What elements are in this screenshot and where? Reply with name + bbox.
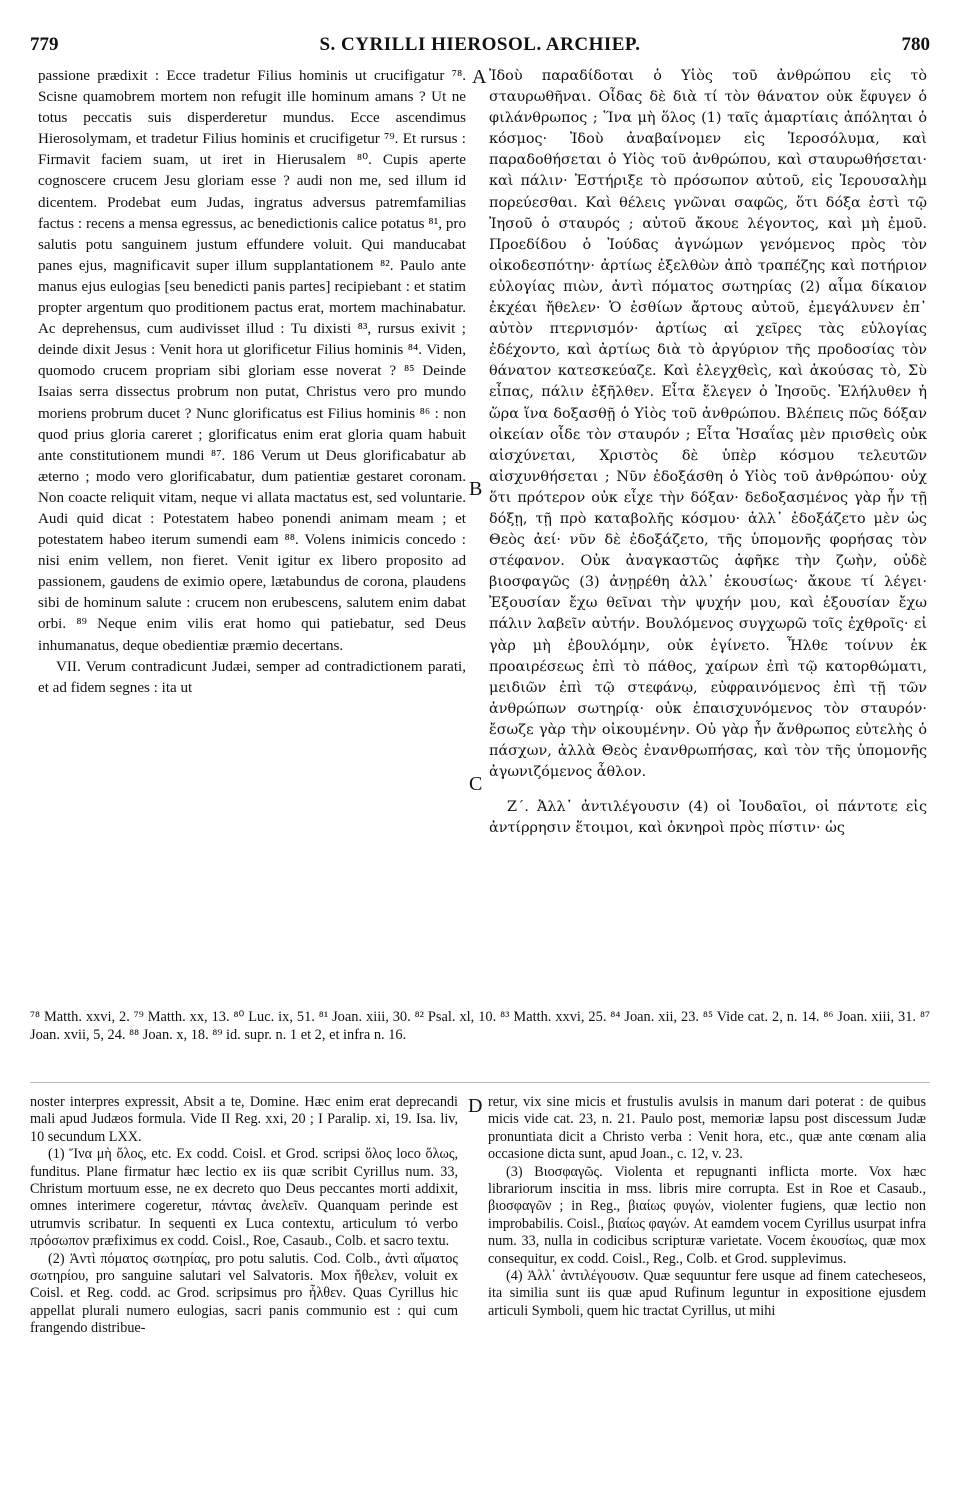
latin-column (38, 66, 466, 699)
running-title: S. CYRILLI HIEROSOL. ARCHIEP. (319, 34, 641, 55)
page-header (30, 34, 930, 58)
section-marker-c: C (469, 773, 483, 795)
note-paragraph: (2) Ἀντὶ πόματος σωτηρίας, pro potu salutis. Cod. Colb., ἀντὶ αἵματος σωτηρίου, pro sanguine salutari vel Salvatoris. Mox ἤθελεν, voluit ex Coisl. et Reg. codd. ac Grod. scripsimus pro ἦλθεν. Quas Cyrillus hic appellat plurali numero eulogias, sacri panis communio est : qui cum frangendo distribue- (30, 1250, 458, 1337)
note-paragraph: (1) Ἵνα μὴ ὅλος, etc. Ex codd. Coisl. et Grod. scripsi ὅλος loco ὅλως, funditus. Plane firmatur hæc lectio ex iis quæ scribit Cyrillus num. 33, Christum mortuum esse, ne ex decreto quo Deus peccantes morti addixit, omnes interimere cogeretur, πάντας ἀνελεῖν. Quanquam perinde est utrumvis scribatur. In sequenti ex Luca contextu, articulum τό verbo πρόσωπον præfiximus ex codd. Coisl., Roe, Casaub., Colb. et sacro textu. (30, 1146, 458, 1250)
left-page-number: 779 (30, 34, 59, 55)
footnote-divider (30, 1082, 930, 1083)
scripture-references: ⁷⁸ Matth. xxvi, 2. ⁷⁹ Matth. xx, 13. ⁸⁰ Luc. ix, 51. ⁸¹ Joan. xiii, 30. ⁸² Psal. xl, 10. ⁸³ Matth. xxvi, 25. ⁸⁴ Joan. xii, 23. ⁸⁵ Vide cat. 2, n. 14. ⁸⁶ Joan. xiii, 31. ⁸⁷ Joan. xvii, 5, 24. ⁸⁸ Joan. x, 18. ⁸⁹ id. supr. n. 1 et 2, et infra n. 16. (30, 1009, 930, 1043)
section-marker-d: D (468, 1095, 483, 1117)
section-marker-a: A (472, 66, 487, 88)
latin-paragraph-vii: VII. Verum contradicunt Judæi, semper ad contradictionem parati, et ad fidem segnes : ita ut (38, 658, 466, 696)
section-marker-b: B (469, 478, 483, 500)
note-paragraph: noster interpres expressit, Absit a te, Domine. Hæc enim erat deprecandi mali apud Judæos formula. Vide II Reg. xxi, 20 ; I Paralip. xi, 19. Isa. liv, 10 secundum LXX. (30, 1094, 458, 1145)
notes-right-column (488, 1094, 926, 1320)
right-page-number: 780 (901, 34, 930, 55)
note-paragraph: (3) Βιοσφαγῶς. Violenta et repugnanti inflicta morte. Vox hæc librariorum inscitia in mss. libris mire corrupta. Est in Roe et Casaub., βιοσφαγῶν ; in Reg., βιαίως φυγών, violenter fugiens, quæ lectio non improbabilis. Coisl., βιαίως φαγών. At eamdem vocem Cyrillus usurpat infra num. 33, nulla in codicibus scripturæ varietate. Vocem ἑκουσίως, quæ mox consequitur, ex codd. Coisl., Reg., Colb. et Grod. supplevimus. (488, 1163, 926, 1267)
latin-paragraph-main: passione prædixit : Ecce tradetur Filius hominis ut crucifigatur ⁷⁸. Scisne quamobrem mortem non refugit ille hominum amans ? Ut ne totus peccatis suis disperderetur mundus. Ecce ascendimus Hierosolymam, et tradetur Filius hominis et crucifigetur ⁷⁹. Et rursus : Firmavit faciem suam, ut iret in Hierusalem ⁸⁰. Cupis aperte cognoscere crucem Jesu gloriam esse ? audi non me, sed illum id dicentem. Prodebat eum Judas, ingratus adversus patremfamilias factus : recens a mensa egressus, ac benedictionis calice potatus ⁸¹, pro salutis potu sanguinem justum effundere voluit. Qui manducabat panes ejus, magnificavit super illum supplantationem ⁸². Paulo ante manus ejus eulogias [seu benedicti panis partes] recipiebant : et statim propter argentum quo proditionem pactus erat, mortem machinabatur. Ac deprehensus, cum audivisset illud : Tu dixisti ⁸³, rursus exivit ; deinde dixit Jesus : Venit hora ut glorificetur Filius hominis ⁸⁴. Viden, quomodo crucem propriam sibi gloriam esse noverat ? ⁸⁵ Deinde Isaias serra dissectus probrum non putat, Christus vero pro mundo moriens probrum ducet ? Nunc glorificatus est Filius hominis ⁸⁶ : non quod prius gloria careret ; glorificatus enim erat gloria quam habuit ante constitutionem mundi ⁸⁷. 186 Verum ut Deus glorificabatur ab æterno ; modo vero glorificabatur, dum patientiæ gestaret coronam. Non coacte reliquit vitam, neque vi allata mactatus est, sed voluntarie. Audi quid dicat : Potestatem habeo ponendi animam meam ; et potestatem habeo iterum sumendi eam ⁸⁸. Volens inimicis concedo : nisi enim vellem, non fieret. Venit igitur ex libero proposito ad passionem, gaudens de eximio opere, lætabundus de corona, plaudens sibi de hominum salute : crucem non erubescens, salutem enim dabat orbi. ⁸⁹ Neque enim vilis erat homo qui patiebatur, sed Deus inhumanatus, deque obedientiæ præmio decertans. (38, 68, 466, 654)
greek-paragraph-vii: Ζ΄. Ἀλλ᾽ ἀντιλέγουσιν (4) οἱ Ἰουδαῖοι, οἱ πάντοτε εἰς ἀντίρρησιν ἕτοιμοι, καὶ ὀκνηροὶ πρὸς πίστιν· ὡς (489, 799, 927, 837)
notes-left-column (30, 1094, 458, 1338)
note-paragraph: retur, vix sine micis et frustulis avulsis in manum dari poterat : de quibus micis vide cat. 23, n. 21. Paulo post, memoriæ lapsu post discessum Judæ pronuntiata dicit a Christo verba : Venit hora, etc., quæ ante cœnam alia occasione dicta sunt, apud Joan., c. 12, v. 23. (488, 1094, 926, 1163)
greek-column (489, 66, 927, 839)
greek-paragraph-main: Ἰδοὺ παραδίδοται ὁ Υἱὸς τοῦ ἀνθρώπου εἰς τὸ σταυρωθῆναι. Οἶδας δὲ διὰ τί τὸν θάνατον οὐκ ἔφυγεν ὁ φιλάνθρωπος ; Ἵνα μὴ ὅλος (1) ταῖς ἁμαρτίαις ἀπόληται ὁ κόσμος· Ἰδοὺ ἀναβαίνομεν εἰς Ἱεροσόλυμα, καὶ παραδοθήσεται ὁ Υἱὸς τοῦ ἀνθρώπου, καὶ σταυρωθήσεται· καὶ πάλιν· Ἐστήριξε τὸ πρόσωπον αὐτοῦ, εἰς Ἱερουσαλὴμ πορεύεσθαι. Καὶ θέλεις γνῶναι σαφῶς, ὅτι δόξα ἐστὶ τῷ Ἰησοῦ ὁ σταυρός ; αὐτοῦ ἄκουε λέγοντος, καὶ μὴ ἐμοῦ. Προεδίδου ὁ Ἰούδας ἀγνώμων γενόμενος πρὸς τὸν οἰκοδεσπότην· ἀρτίως ἐξελθὼν ἀπὸ τραπέζης καὶ ποτήριον εὐλογίας πιὼν, ἀντὶ πόματος σωτηρίας (2) αἷμα δίκαιον ἐκχέαι ἤθελεν· Ὁ ἐσθίων ἄρτους αὐτοῦ, ἐμεγάλυνεν ἐπ᾽ αὐτὸν πτερνισμόν· ἀρτίως αἱ χεῖρες τὰς εὐλογίας ἐδέχοντο, καὶ ἀρτίως διὰ τὸ ἀργύριον τῆς προδοσίας τὸν θάνατον κατεσκεύαζε. Καὶ ἐλεγχθεὶς, καὶ ἀκούσας τὸ, Σὺ εἶπας, πάλιν ἐξῆλθεν. Εἶτα ἔλεγεν ὁ Ἰησοῦς. Ἐλήλυθεν ἡ ὥρα ἵνα δοξασθῇ ὁ Υἱὸς τοῦ ἀνθρώπου. Βλέπεις πῶς δόξαν οἰκείαν οἶδε τὸν σταυρόν ; Εἶτα Ἡσαΐας μὲν πρισθεὶς οὐκ αἰσχύνεται, Χριστὸς δὲ ὑπὲρ κόσμου τελευτῶν αἰσχυνθήσεται ; Νῦν ἐδοξάσθη ὁ Υἱὸς τοῦ ἀνθρώπου· οὐχ ὅτι πρότερον οὐκ εἶχε τὴν δόξαν· δεδοξασμένος γὰρ ἦν τῇ δόξῃ, τῇ πρὸ καταβολῆς κόσμου· ἀλλ᾽ ἐδοξάζετο μὲν ὡς Θεὸς ἀεί· νῦν δὲ ἐδοξάζετο, τῆς ὑπομονῆς φορήσας τὸν στέφανον. Οὐκ ἀναγκαστῶς ἀφῆκε τὴν ζωὴν, οὐδὲ βιοσφαγῶς (3) ἀνῃρέθη ἀλλ᾽ ἑκουσίως· ἄκουε τί λέγει· Ἐξουσίαν ἔχω θεῖναι τὴν ψυχήν μου, καὶ ἐξουσίαν ἔχω πάλιν λαβεῖν αὐτήν. Βουλόμενος συγχωρῶ τοῖς ἐχθροῖς· εἰ γὰρ μὴ ἐβουλόμην, οὐκ ἐγίνετο. Ἦλθε τοίνυν ἐκ προαιρέσεως ἐπὶ τὸ πάθος, χαίρων ἐπὶ τῷ κατορθώματι, μειδιῶν ἐπὶ τῷ στεφάνῳ, εὐφραινόμενος ἐπὶ τῇ τῶν ἀνθρώπων σωτηρίᾳ· οὐκ ἐπαισχυνόμενος τὸν σταυρόν· ἔσωζε γὰρ τὴν οἰκουμένην. Οὐ γὰρ ἦν ἄνθρωπος εὐτελὴς ὁ πάσχων, ἀλλὰ Θεὸς ἐνανθρωπήσας, καὶ τὸν τῆς ὑπομονῆς ἀγωνιζόμενος ἆθλον. (489, 68, 927, 781)
note-paragraph: (4) Ἀλλ᾽ ἀντιλέγουσιν. Quæ sequuntur fere usque ad finem catecheseos, ita similia sunt iis quæ apud Rufinum leguntur in expositione ejusdem articuli Symboli, quem hic tractat Cyrillus, ut mihi (488, 1268, 926, 1319)
